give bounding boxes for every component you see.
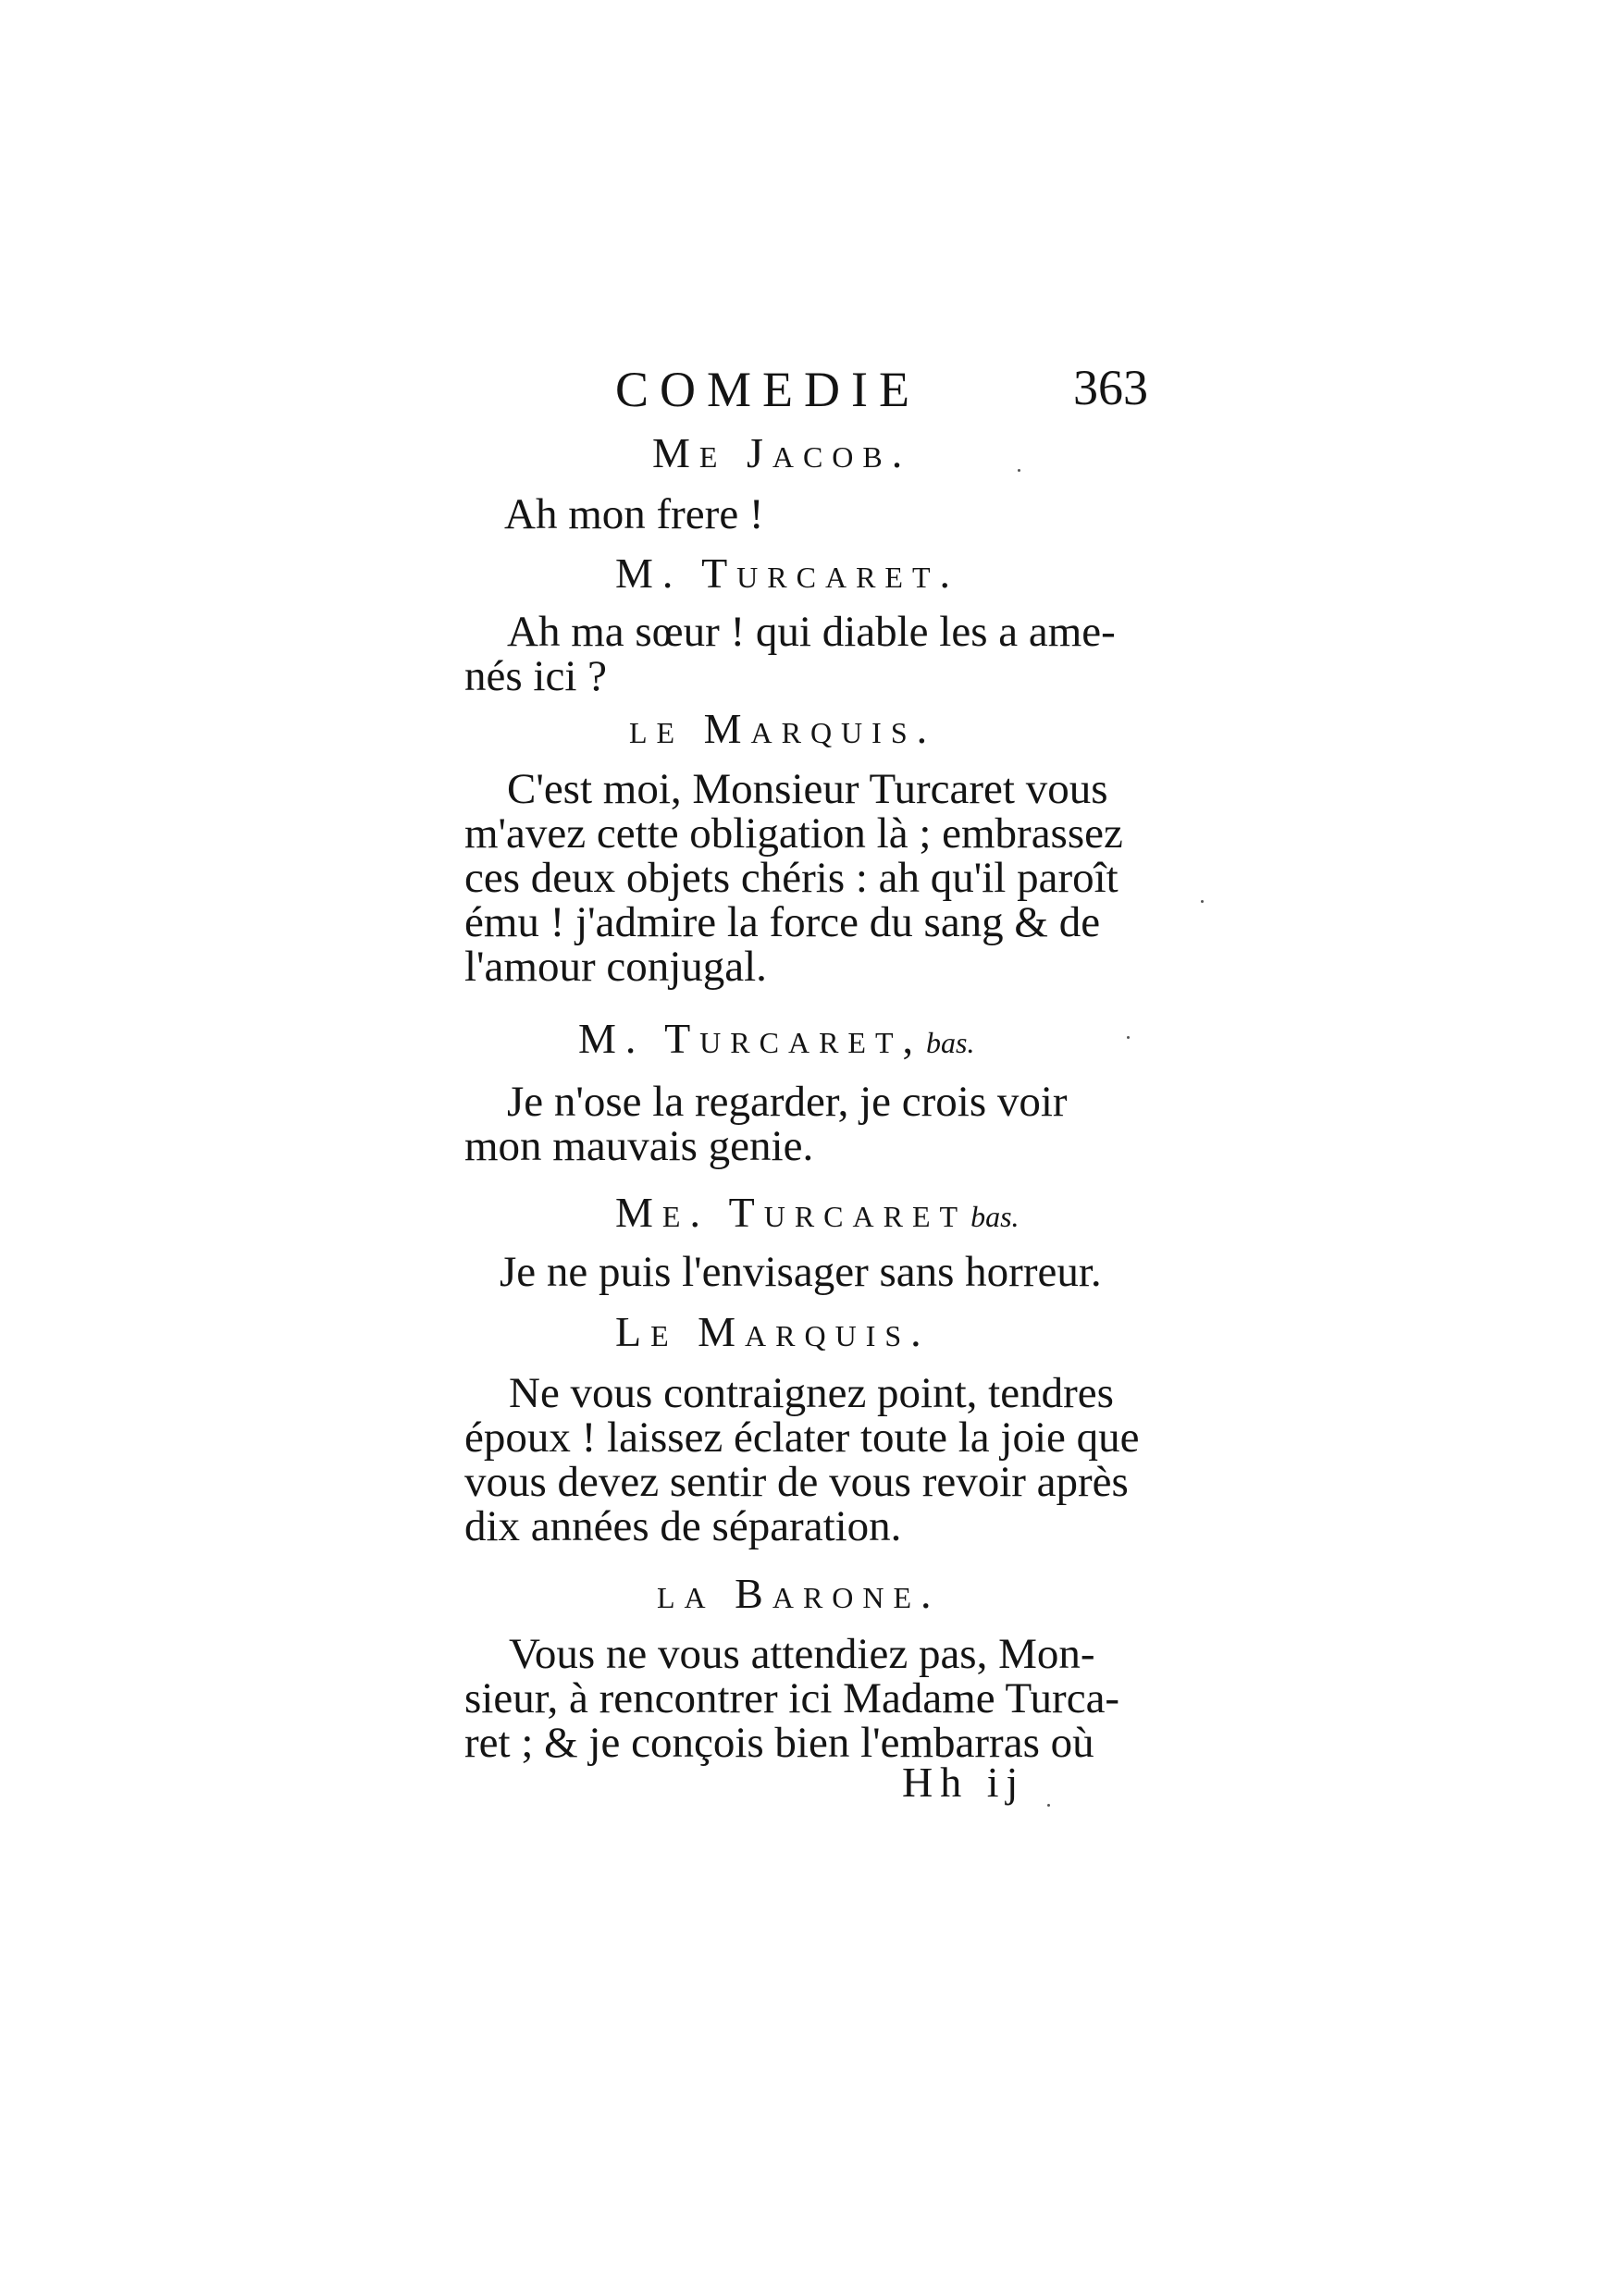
catchword: Hh ij [902,1759,1026,1806]
speech-line: l'amour conjugal. [464,943,767,991]
speech-line: sieur, à rencontrer ici Madame Turca- [464,1674,1120,1722]
speech-line: époux ! laissez éclater toute la joie que [464,1413,1140,1462]
speech-line: nés ici ? [464,652,607,700]
speech-line: ret ; & je conçois bien l'embarras où [464,1719,1094,1767]
stage-direction: bas. [970,1200,1020,1233]
speaker-name: le Marquis. [629,705,937,752]
speech-line: Je n'ose la regarder, je crois voir [507,1078,1068,1126]
speaker-name: M. Turcaret, bas. [578,1015,975,1062]
running-title: COMEDIE [615,362,921,417]
speaker-name: la Barone. [657,1570,941,1617]
speech-line: Ah ma sœur ! qui diable les a ame- [507,608,1116,656]
speech-line: ces deux objets chéris : ah qu'il paroît [464,854,1118,902]
scan-speck [1127,1036,1130,1039]
speech-line: ému ! j'admire la force du sang & de [464,898,1101,946]
speech-line: Ne vous contraignez point, tendres [509,1369,1114,1417]
speech-line: vous devez sentir de vous revoir après [464,1458,1129,1506]
speaker-name: Me. Turcaret bas. [615,1189,1020,1236]
speaker-name: M. Turcaret. [615,549,960,597]
stage-direction: bas. [926,1026,975,1059]
scan-speck [1201,900,1204,903]
speaker-name: Me Jacob. [652,429,912,476]
page-number: 363 [1073,360,1148,415]
speech-line: mon mauvais genie. [464,1122,814,1170]
speech-line: Je ne puis l'envisager sans horreur. [500,1248,1102,1296]
speech-line: Vous ne vous attendiez pas, Mon- [509,1630,1095,1678]
speech-line: dix années de séparation. [464,1502,902,1550]
speech-line: Ah mon frere ! [504,490,764,538]
speech-line: C'est moi, Monsieur Turcaret vous [507,765,1108,813]
scan-speck [1047,1804,1050,1807]
speech-line: m'avez cette obligation là ; embrassez [464,809,1123,858]
speaker-name: Le Marquis. [615,1308,931,1355]
scan-speck [1018,469,1020,472]
